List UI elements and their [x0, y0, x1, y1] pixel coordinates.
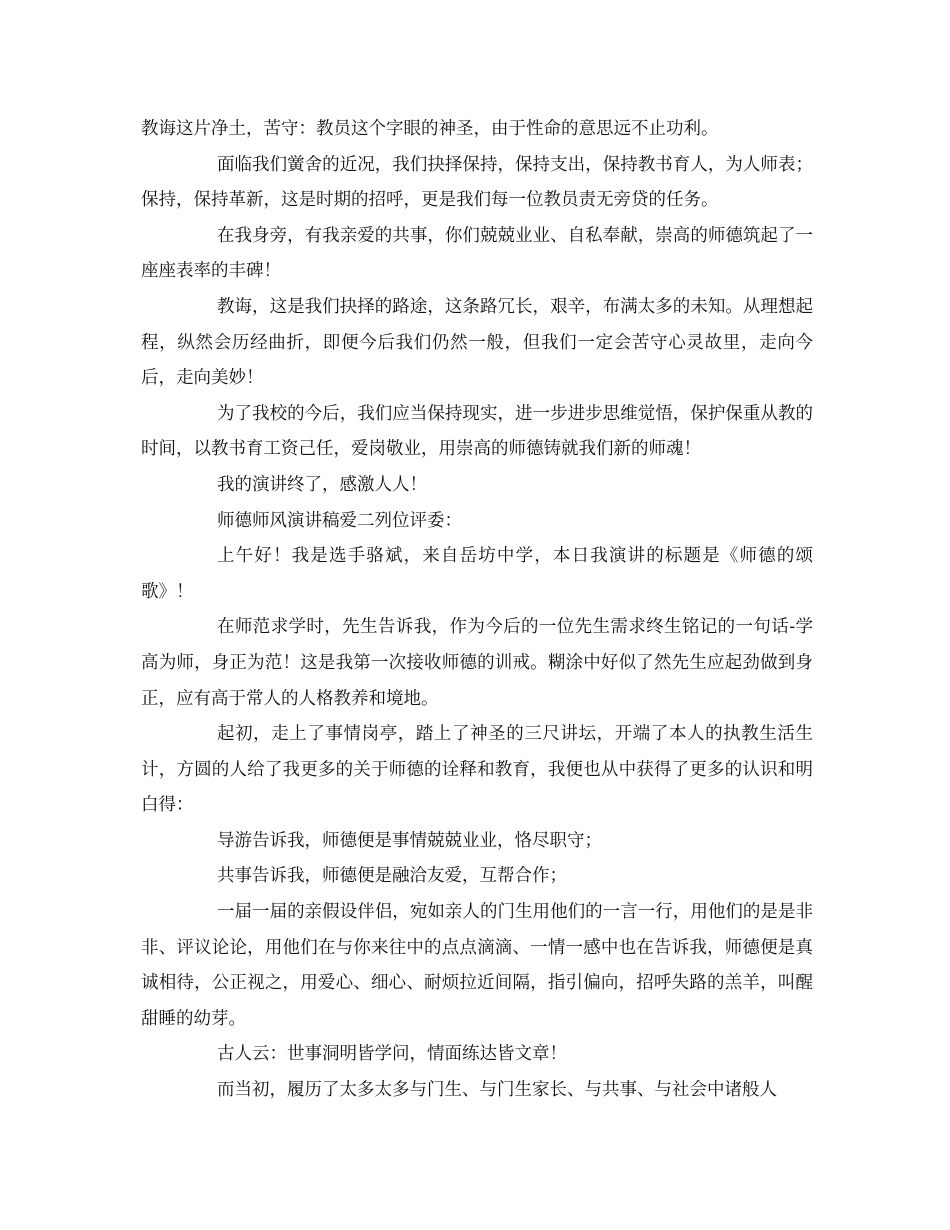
paragraph: 古人云：世事洞明皆学问，情面练达皆文章！ [217, 1044, 567, 1065]
paragraph: 共事告诉我，师德便是融洽友爱，互帮合作； [217, 866, 567, 887]
paragraph: 教诲，这是我们抉择的路途，这条路冗长，艰辛，布满太多的未知。从理想起程，纵然会历经曲折，即便今后我们仍然一般，但我们一定会苦守心灵故里，走向今后，走向美妙！ [141, 296, 813, 389]
paragraph: 面临我们黉舍的近况，我们抉择保持，保持支出，保持教书育人，为人师表；保持，保持革新，这是时期的招呼，更是我们每一位教员责无旁贷的任务。 [141, 154, 813, 211]
paragraph: 一届一届的亲假设伴侣，宛如亲人的门生用他们的一言一行，用他们的是是非非、评议论论，用他们在与你来往中的点点滴滴、一情一感中也在告诉我，师德便是真诚相待，公正视之，用爱心、细心、耐烦拉近间隔，指引偏向，招呼失路的羔羊，叫醒甜睡的幼芽。 [141, 902, 813, 1029]
paragraph: 教诲这片净土，苦守：教员这个字眼的神圣，由于性命的意思远不止功利。 [141, 119, 719, 139]
paragraph: 我的演讲终了，感激人人！ [217, 474, 427, 495]
paragraph: 起初，走上了事情岗亭，踏上了神圣的三尺讲坛，开端了本人的执教生活生计，方圆的人给了我更多的关于师德的诠释和教育，我便也从中获得了更多的认识和明白得： [141, 724, 813, 816]
paragraph: 上午好！我是选手骆斌，来自岳坊中学，本日我演讲的标题是《师德的颂歌》！ [141, 546, 813, 602]
paragraph: 而当初，履历了太多太多与门生、与门生家长、与共事、与社会中诸般人 [217, 1080, 777, 1101]
paragraph: 师德师风演讲稿爱二列位评委： [217, 510, 462, 531]
document-body [141, 112, 813, 1109]
paragraph: 在我身旁，有我亲爱的共事，你们兢兢业业、自私奉献，崇高的师德筑起了一座座表率的丰碑！ [141, 225, 813, 282]
paragraph: 在师范求学时，先生告诉我，作为今后的一位先生需求终生铭记的一句话-学高为师，身正为范！这是我第一次接收师德的训戒。糊涂中好似了然先生应起劲做到身正，应有高于常人的人格教养和境地。 [141, 617, 813, 709]
paragraph: 导游告诉我，师德便是事情兢兢业业，恪尽职守； [217, 830, 602, 851]
paragraph: 为了我校的今后，我们应当保持现实，进一步进步思维觉悟，保护保重从教的时间，以教书育工资己任，爱岗敬业，用崇高的师德铸就我们新的师魂！ [141, 403, 813, 460]
